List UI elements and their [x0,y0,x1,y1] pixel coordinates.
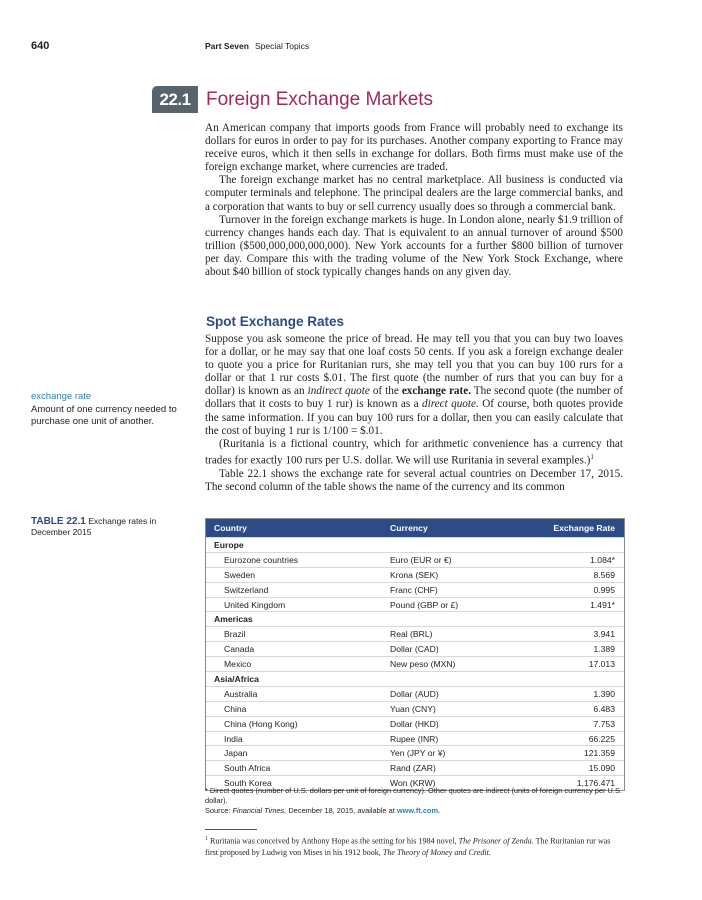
paragraph-1: An American company that imports goods from France will probably need to exchange its dollars for euros in order to pay for its purchases. Another company exporting to France may receive euros, which it then sells in exchange for dollars. Both firms must make use of the foreign exchange market, where currencies are traded. [205,122,623,174]
cell-currency: Real (BRL) [390,629,433,640]
cell-country: Australia [224,688,258,699]
table-row [206,686,624,701]
table-row [206,552,624,567]
table-row [206,716,624,731]
cell-rate: 15.090 [588,763,615,774]
cell-country: India [224,733,243,744]
term-exchange-rate: exchange rate. [401,385,471,398]
table-row [206,582,624,597]
table-group-row [206,671,624,686]
cell-currency: Rand (ZAR) [390,763,436,774]
source-publication: Financial Times, [232,806,287,815]
cell-currency: Yuan (CNY) [390,703,436,714]
cell-country: Sweden [224,569,256,580]
cell-currency: New peso (MXN) [390,659,456,670]
subsection-title: Spot Exchange Rates [206,314,345,329]
term-direct-quote: direct quote. [422,398,479,411]
subsection-body [205,333,623,494]
table-note: * Direct quotes (number of U.S. dollars per unit of foreign currency). Other quotes are indirect (units of foreign currency per U.S. dollar). [205,786,622,805]
footnote-ref: 1 [590,452,594,461]
section-body [205,122,623,279]
spot-paragraph-1: Suppose you ask someone the price of bread. He may tell you that you can buy two loaves for a dollar, or he may say that one loaf costs 50 cents. If you ask a foreign exchange dealer to quote you a price for Ruritanian rurs, she may tell you that you can buy 100 rurs for a dollar or that 1 rur costs $.01. The first quote (the number of rurs that you can buy for a dollar) is known as an indirect quote of the exchange rate. The second quote (the number of dollars that it costs to buy 1 rur) is known as a direct quote. Of course, both quotes provide the same information. If you can buy 100 rurs for a dollar, then you can easily calculate that the cost of buying 1 rur is 1/100 = $.01. [205,333,623,437]
cell-country: Mexico [224,659,252,670]
table-row [206,626,624,641]
footnote: $^1$ Ruritania was conceived by Anthony Hope as the setting for his 1984 novel, The Prisoner of Zenda. The Ruritanian rur was first proposed by Ludwig von Mises in his 1912 book, The Theory of Money and Credit. [205,836,611,857]
cell-rate: 3.941 [593,629,615,640]
exchange-rate-table [205,518,625,791]
group-label: Europe [214,540,244,550]
footnote-book-2: The Theory of Money and Credit. [382,847,491,857]
running-header [205,41,309,51]
cell-country: Japan [224,748,248,759]
section-number-badge: 22.1 [152,86,198,113]
cell-currency: Euro (EUR or €) [390,554,452,565]
cell-rate: 8.569 [593,569,615,580]
cell-rate: 0.995 [593,584,615,595]
paragraph-2: The foreign exchange market has no central marketplace. All business is conducted via computer terminals and telephone. The principal dealers are the large commercial banks, and a corporation that wants to buy or sell currency usually does so through a commercial bank. [205,174,623,213]
cell-currency: Won (KRW) [390,778,436,789]
cell-country: South Korea [224,778,272,789]
table-row [206,641,624,656]
term-indirect-quote: indirect quote [307,385,370,398]
cell-rate: 1.491* [590,599,615,610]
cell-currency: Yen (JPY or ¥) [390,748,446,759]
table-row [206,656,624,671]
header-country: Country [214,523,247,533]
cell-currency: Dollar (AUD) [390,688,439,699]
table-header-row [206,519,624,537]
table-row [206,701,624,716]
cell-country: China [224,703,247,714]
cell-rate: 7.753 [593,718,615,729]
table-group-row [206,611,624,626]
cell-currency: Pound (GBP or £) [390,599,459,610]
cell-rate: 6.483 [593,703,615,714]
cell-country: Canada [224,644,255,655]
table-row [206,597,624,612]
cell-currency: Krona (SEK) [390,569,439,580]
footnote-marker: 1 [205,836,208,842]
cell-rate: 121.359 [583,748,615,759]
margin-definition: Amount of one currency needed to purchase one unit of another. [31,404,177,427]
table-source: Source: Financial Times, December 18, 2015, available at www.ft.com. [205,806,441,815]
source-link[interactable]: www.ft.com. [396,806,441,815]
group-label: Asia/Africa [214,674,259,685]
table-row [206,731,624,746]
header-rate: Exchange Rate [553,523,615,533]
table-row [206,760,624,775]
page-number: 640 [31,40,50,52]
cell-country: Eurozone countries [224,554,299,565]
spot-paragraph-3: Table 22.1 shows the exchange rate for several actual countries on December 17, 2015. The second column of the table shows the name of the currency and its common [205,467,623,493]
header-currency: Currency [390,523,428,533]
cell-currency: Franc (CHF) [390,584,438,595]
cell-country: United Kingdom [224,599,286,610]
cell-rate: 1.390 [593,688,615,699]
table-caption [31,516,191,538]
table-label: TABLE 22.1 [31,516,86,527]
cell-country: Brazil [224,629,246,640]
cell-rate: 17.013 [588,659,615,670]
spot-paragraph-2: (Ruritania is a fictional country, which for arithmetic convenience has a currency that trades for exactly 100 rurs per U.S. dollar. We will use Ruritania in several examples.)$^1$ [205,437,623,467]
cell-rate: 1.389 [593,644,615,655]
table-row [206,745,624,760]
cell-country: South Africa [224,763,271,774]
cell-country: Switzerland [224,584,269,595]
table-group-row [206,537,624,552]
cell-currency: Dollar (CAD) [390,644,439,655]
paragraph-3: Turnover in the foreign exchange markets is huge. In London alone, nearly $1.9 trillion of currency changes hands each day. That is equivalent to an annual turnover of around $500 trillion ($500,000,000,000,000). New York accounts for a further $800 billion of turnover per day. Compare this with the trading volume of the New York Stock Exchange, where about $40 billion of stock typically changes hands on any given day. [205,213,623,279]
cell-rate: 66.225 [588,733,615,744]
margin-term: exchange rate [31,391,92,402]
cell-rate: 1,176.471 [576,778,615,789]
table-row [206,567,624,582]
part-label: Part Seven [205,41,249,51]
part-title: Special Topics [254,41,310,51]
section-title: Foreign Exchange Markets [206,89,434,110]
cell-rate: 1.084* [590,554,615,565]
table-body [206,537,624,790]
cell-currency: Dollar (HKD) [390,718,439,729]
cell-currency: Rupee (INR) [390,733,439,744]
cell-country: China (Hong Kong) [224,718,298,729]
table-caption-text: Exchange rates in December 2015 [31,516,157,537]
footnote-rule [205,829,257,830]
group-label: Americas [214,614,253,625]
footnote-book-1: The Prisoner of Zenda. [458,836,534,846]
